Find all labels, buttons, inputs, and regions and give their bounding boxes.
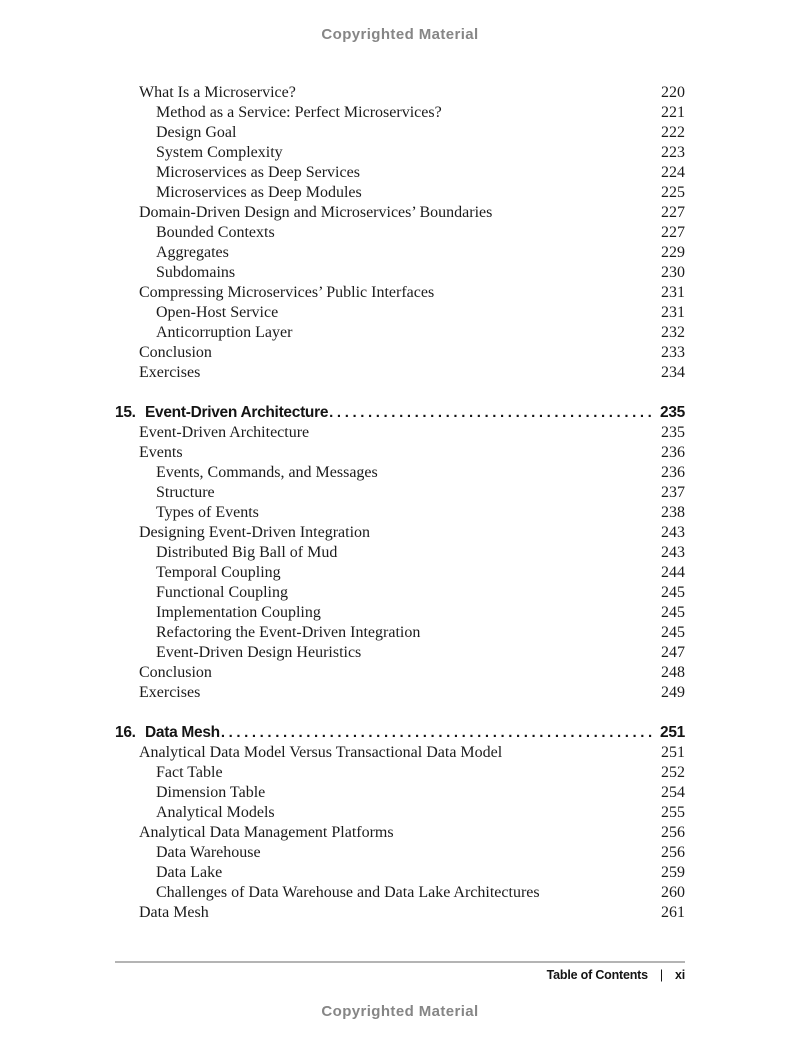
toc-entry-page-number: 238 [661,504,685,521]
toc-entry-page-number: 229 [661,244,685,261]
toc-entry [115,203,685,223]
toc-entry-title: Exercises [139,364,201,381]
toc-entry-page-number: 224 [661,164,685,181]
toc-entry-page-number: 221 [661,104,685,121]
toc-entry [115,743,685,763]
toc-entry-title: Domain-Driven Design and Microservices’ Boundaries [139,204,493,221]
toc-entry-page-number: 237 [661,484,685,501]
toc-entry [115,223,685,243]
toc-entry [115,843,685,863]
toc-entry-page-number: 248 [661,664,685,681]
toc-entry-page-number: 261 [661,904,685,921]
toc-entry-title: Challenges of Data Warehouse and Data Lake Architectures [156,884,540,901]
toc-entry [115,503,685,523]
footer-separator: | [659,968,663,982]
toc-entry-page-number: 244 [661,564,685,581]
toc-entry-title: Method as a Service: Perfect Microservices? [156,104,442,121]
toc-entry-page-number: 245 [661,584,685,601]
toc-entry-page-number: 254 [661,784,685,801]
dot-leader [221,723,656,743]
toc-entry-page-number: 255 [661,804,685,821]
toc-entry [115,243,685,263]
toc-entry-title: Conclusion [139,344,212,361]
toc-section [115,723,685,923]
toc-entry-title: Implementation Coupling [156,604,321,621]
toc-entry [115,123,685,143]
toc-entry-page-number: 260 [661,884,685,901]
footer-page-number: xi [674,968,685,982]
toc-entry-title: Analytical Models [156,804,275,821]
toc-entry-title: Designing Event-Driven Integration [139,524,371,541]
toc-entry [115,103,685,123]
toc-entry-page-number: 236 [661,464,685,481]
toc-entry-title: Structure [156,484,215,501]
toc-entry-page-number: 252 [661,764,685,781]
chapter-title: Data Mesh [145,724,220,741]
toc-entry [115,623,685,643]
toc-entry-page-number: 234 [661,364,685,381]
chapter-page-number: 251 [660,724,685,741]
toc-entry-page-number: 225 [661,184,685,201]
toc-entry-title: Events [139,444,183,461]
toc-entry-page-number: 251 [661,744,685,761]
toc-entry [115,323,685,343]
toc-entry-title: Microservices as Deep Modules [156,184,362,201]
toc-entry-title: What Is a Microservice? [139,84,296,101]
toc-entry-page-number: 243 [661,544,685,561]
toc-entry-page-number: 232 [661,324,685,341]
toc-entry [115,163,685,183]
toc-entry [115,903,685,923]
toc-entry [115,663,685,683]
toc-entry-page-number: 243 [661,524,685,541]
toc-section [115,83,685,383]
toc-entry-page-number: 245 [661,624,685,641]
toc-entry [115,83,685,103]
dot-leader [329,403,656,423]
toc-entry-title: Data Lake [156,864,223,881]
toc-chapter-heading [115,723,685,743]
toc-entry-page-number: 235 [661,424,685,441]
toc-entry [115,143,685,163]
toc-entry-title: Compressing Microservices’ Public Interfaces [139,284,435,301]
footer-divider [115,961,685,963]
toc-entry-title: Events, Commands, and Messages [156,464,378,481]
toc-section [115,403,685,703]
toc-entry [115,363,685,383]
toc-entry [115,283,685,303]
toc-entry [115,543,685,563]
toc-entry-title: Fact Table [156,764,223,781]
toc-entry-title: Analytical Data Management Platforms [139,824,394,841]
toc-entry-title: Aggregates [156,244,229,261]
toc-entry-title: Temporal Coupling [156,564,281,581]
toc-entry-page-number: 222 [661,124,685,141]
chapter-number: 16. [115,724,136,741]
toc-entry [115,823,685,843]
chapter-page-number: 235 [660,404,685,421]
toc-entry-title: Microservices as Deep Services [156,164,360,181]
toc-entry-title: Refactoring the Event-Driven Integration [156,624,421,641]
toc-entry-title: Data Warehouse [156,844,261,861]
toc-entry [115,763,685,783]
toc-entry-title: Distributed Big Ball of Mud [156,544,338,561]
toc-entry-title: Conclusion [139,664,212,681]
toc-entry-title: Dimension Table [156,784,266,801]
toc-entry-page-number: 231 [661,304,685,321]
toc-entry-title: Exercises [139,684,201,701]
toc-entry [115,443,685,463]
toc-entry [115,263,685,283]
toc-entry [115,783,685,803]
toc-entry-page-number: 247 [661,644,685,661]
toc-entry-page-number: 227 [661,224,685,241]
page-footer [547,968,685,982]
toc-entry-title: System Complexity [156,144,283,161]
toc-entry-page-number: 259 [661,864,685,881]
chapter-title: Event-Driven Architecture [145,404,329,421]
toc-chapter-heading [115,403,685,423]
toc-entry [115,883,685,903]
copyright-notice-top: Copyrighted Material [321,26,479,43]
toc-entry [115,803,685,823]
toc-entry [115,183,685,203]
toc-entry [115,523,685,543]
toc-entry-page-number: 245 [661,604,685,621]
toc-entry-page-number: 256 [661,824,685,841]
toc-entry [115,563,685,583]
toc-entry [115,343,685,363]
toc-entry [115,303,685,323]
toc-entry [115,583,685,603]
toc-entry-page-number: 249 [661,684,685,701]
toc-entry-page-number: 220 [661,84,685,101]
toc-entry-title: Analytical Data Model Versus Transactional Data Model [139,744,503,761]
toc-entry [115,643,685,663]
toc-entry-page-number: 233 [661,344,685,361]
toc-entry-page-number: 230 [661,264,685,281]
toc-entry-title: Event-Driven Design Heuristics [156,644,362,661]
toc-entry-title: Design Goal [156,124,237,141]
toc-entry-page-number: 256 [661,844,685,861]
copyright-notice-bottom: Copyrighted Material [321,1003,479,1020]
toc-entry [115,683,685,703]
toc-entry-title: Open-Host Service [156,304,279,321]
toc-entry-page-number: 223 [661,144,685,161]
toc-entry-page-number: 227 [661,204,685,221]
toc-entry-title: Functional Coupling [156,584,288,601]
toc-entry-title: Bounded Contexts [156,224,275,241]
toc-entry-title: Data Mesh [139,904,209,921]
toc-entry-title: Types of Events [156,504,259,521]
toc-entry-title: Anticorruption Layer [156,324,293,341]
table-of-contents [115,83,685,923]
toc-entry [115,423,685,443]
toc-entry-title: Subdomains [156,264,236,281]
toc-entry-page-number: 236 [661,444,685,461]
footer-section-label: Table of Contents [546,968,648,982]
toc-entry [115,863,685,883]
toc-entry [115,603,685,623]
chapter-number: 15. [115,404,136,421]
toc-entry-title: Event-Driven Architecture [139,424,310,441]
toc-entry [115,463,685,483]
toc-entry [115,483,685,503]
toc-entry-page-number: 231 [661,284,685,301]
